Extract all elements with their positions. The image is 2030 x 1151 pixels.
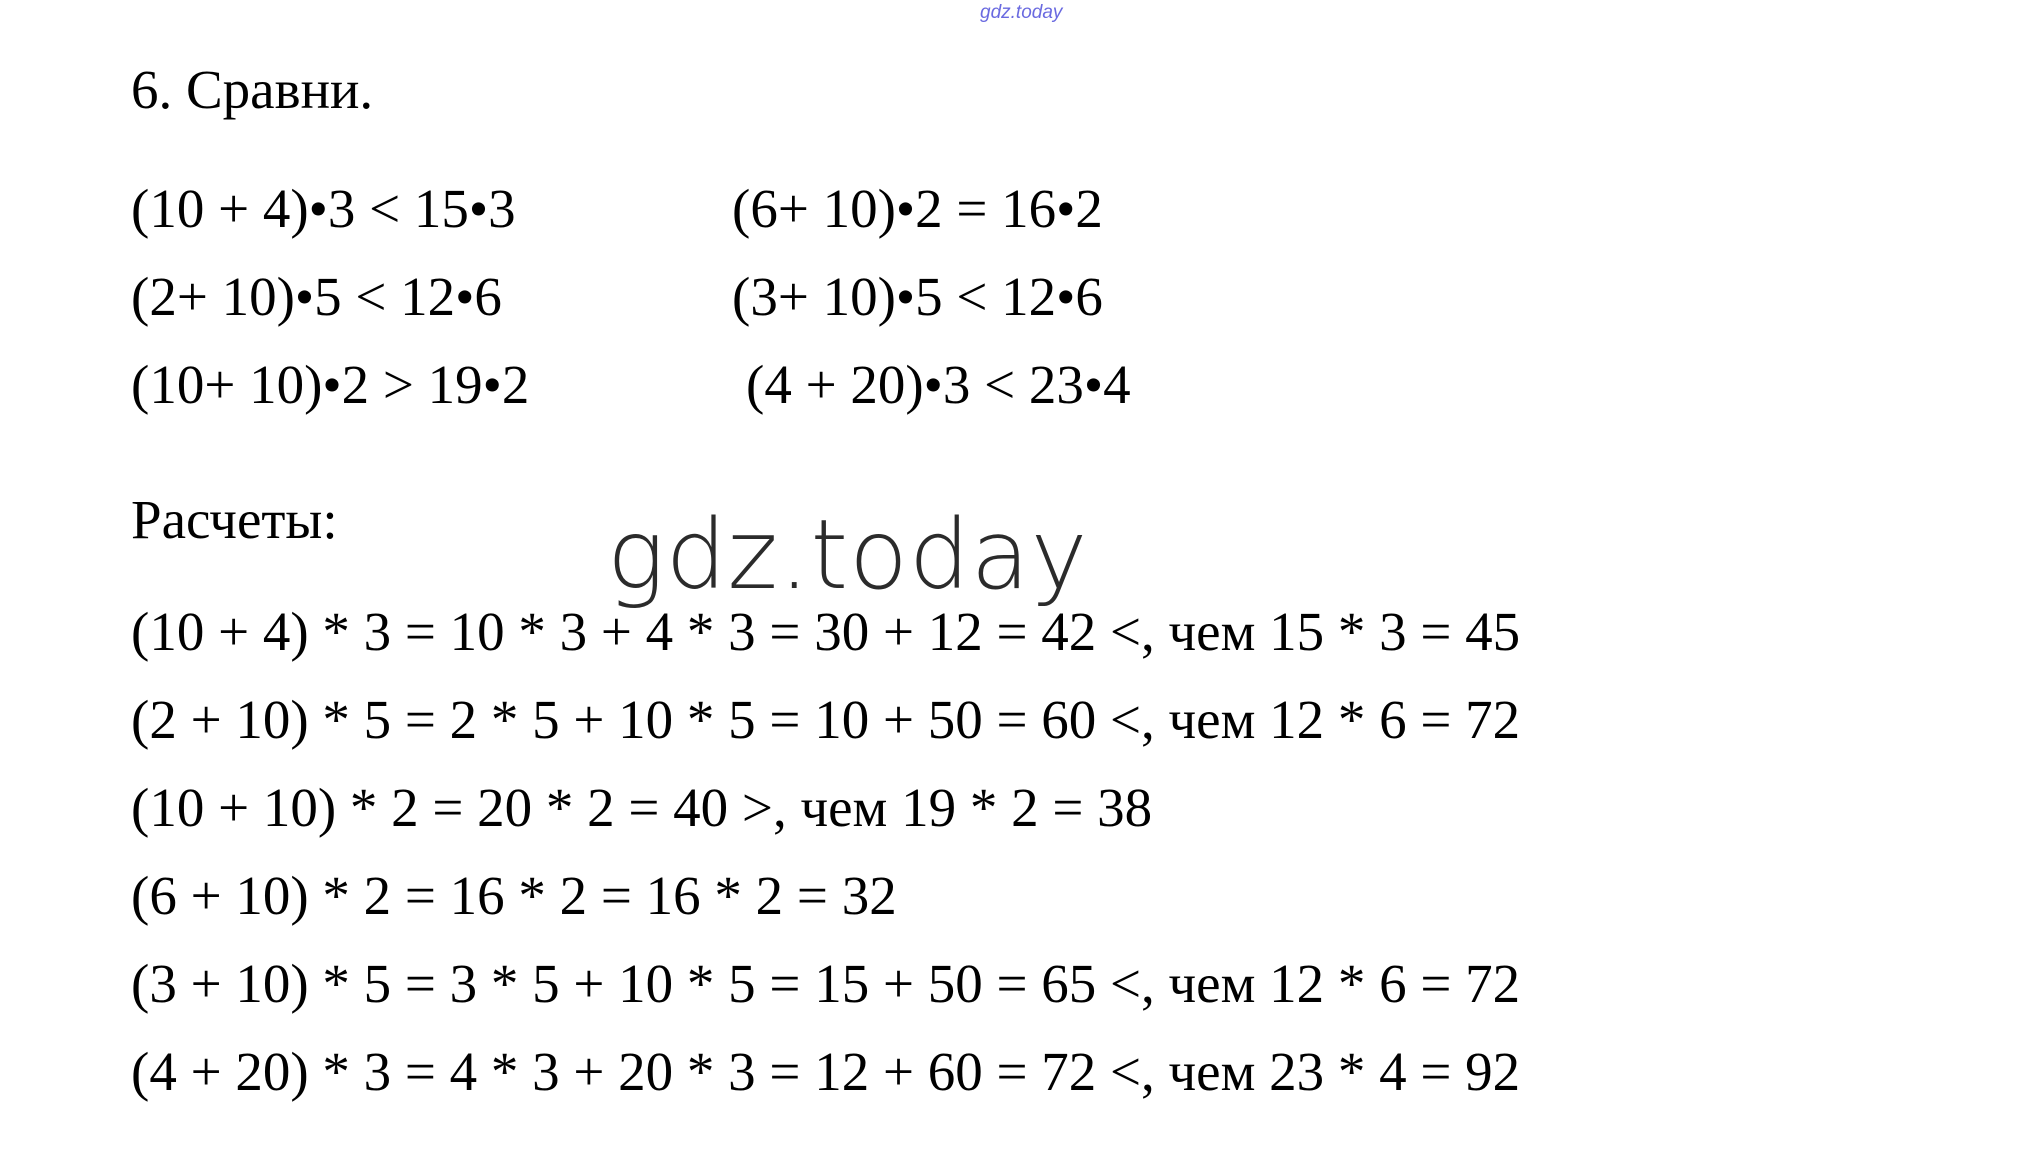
watermark-center: gdz.today	[607, 499, 1089, 611]
comparison-left-2: (2+ 10)•5 < 12•6	[131, 266, 502, 327]
exercise-heading: 6. Сравни.	[131, 59, 374, 120]
calculation-line-3: (10 + 10) * 2 = 20 * 2 = 40 >, чем 19 * 2 = 38	[131, 777, 1153, 838]
calculation-line-5: (3 + 10) * 5 = 3 * 5 + 10 * 5 = 15 + 50 = 65 <, чем 12 * 6 = 72	[131, 953, 1521, 1014]
comparison-right-1: (6+ 10)•2 = 16•2	[732, 178, 1103, 239]
calculation-line-2: (2 + 10) * 5 = 2 * 5 + 10 * 5 = 10 + 50 = 60 <, чем 12 * 6 = 72	[131, 689, 1521, 750]
comparison-left-3: (10+ 10)•2 > 19•2	[131, 354, 530, 415]
calculations-title: Расчеты:	[131, 489, 338, 550]
calculation-line-6: (4 + 20) * 3 = 4 * 3 + 20 * 3 = 12 + 60 = 72 <, чем 23 * 4 = 92	[131, 1041, 1521, 1102]
comparison-left-1: (10 + 4)•3 < 15•3	[131, 178, 516, 239]
watermark-top: gdz.today	[980, 2, 1063, 23]
calculation-line-4: (6 + 10) * 2 = 16 * 2 = 16 * 2 = 32	[131, 865, 897, 926]
calculation-line-1: (10 + 4) * 3 = 10 * 3 + 4 * 3 = 30 + 12 = 42 <, чем 15 * 3 = 45	[131, 601, 1521, 662]
comparison-right-2: (3+ 10)•5 < 12•6	[732, 266, 1103, 327]
comparison-right-3: (4 + 20)•3 < 23•4	[746, 354, 1131, 415]
